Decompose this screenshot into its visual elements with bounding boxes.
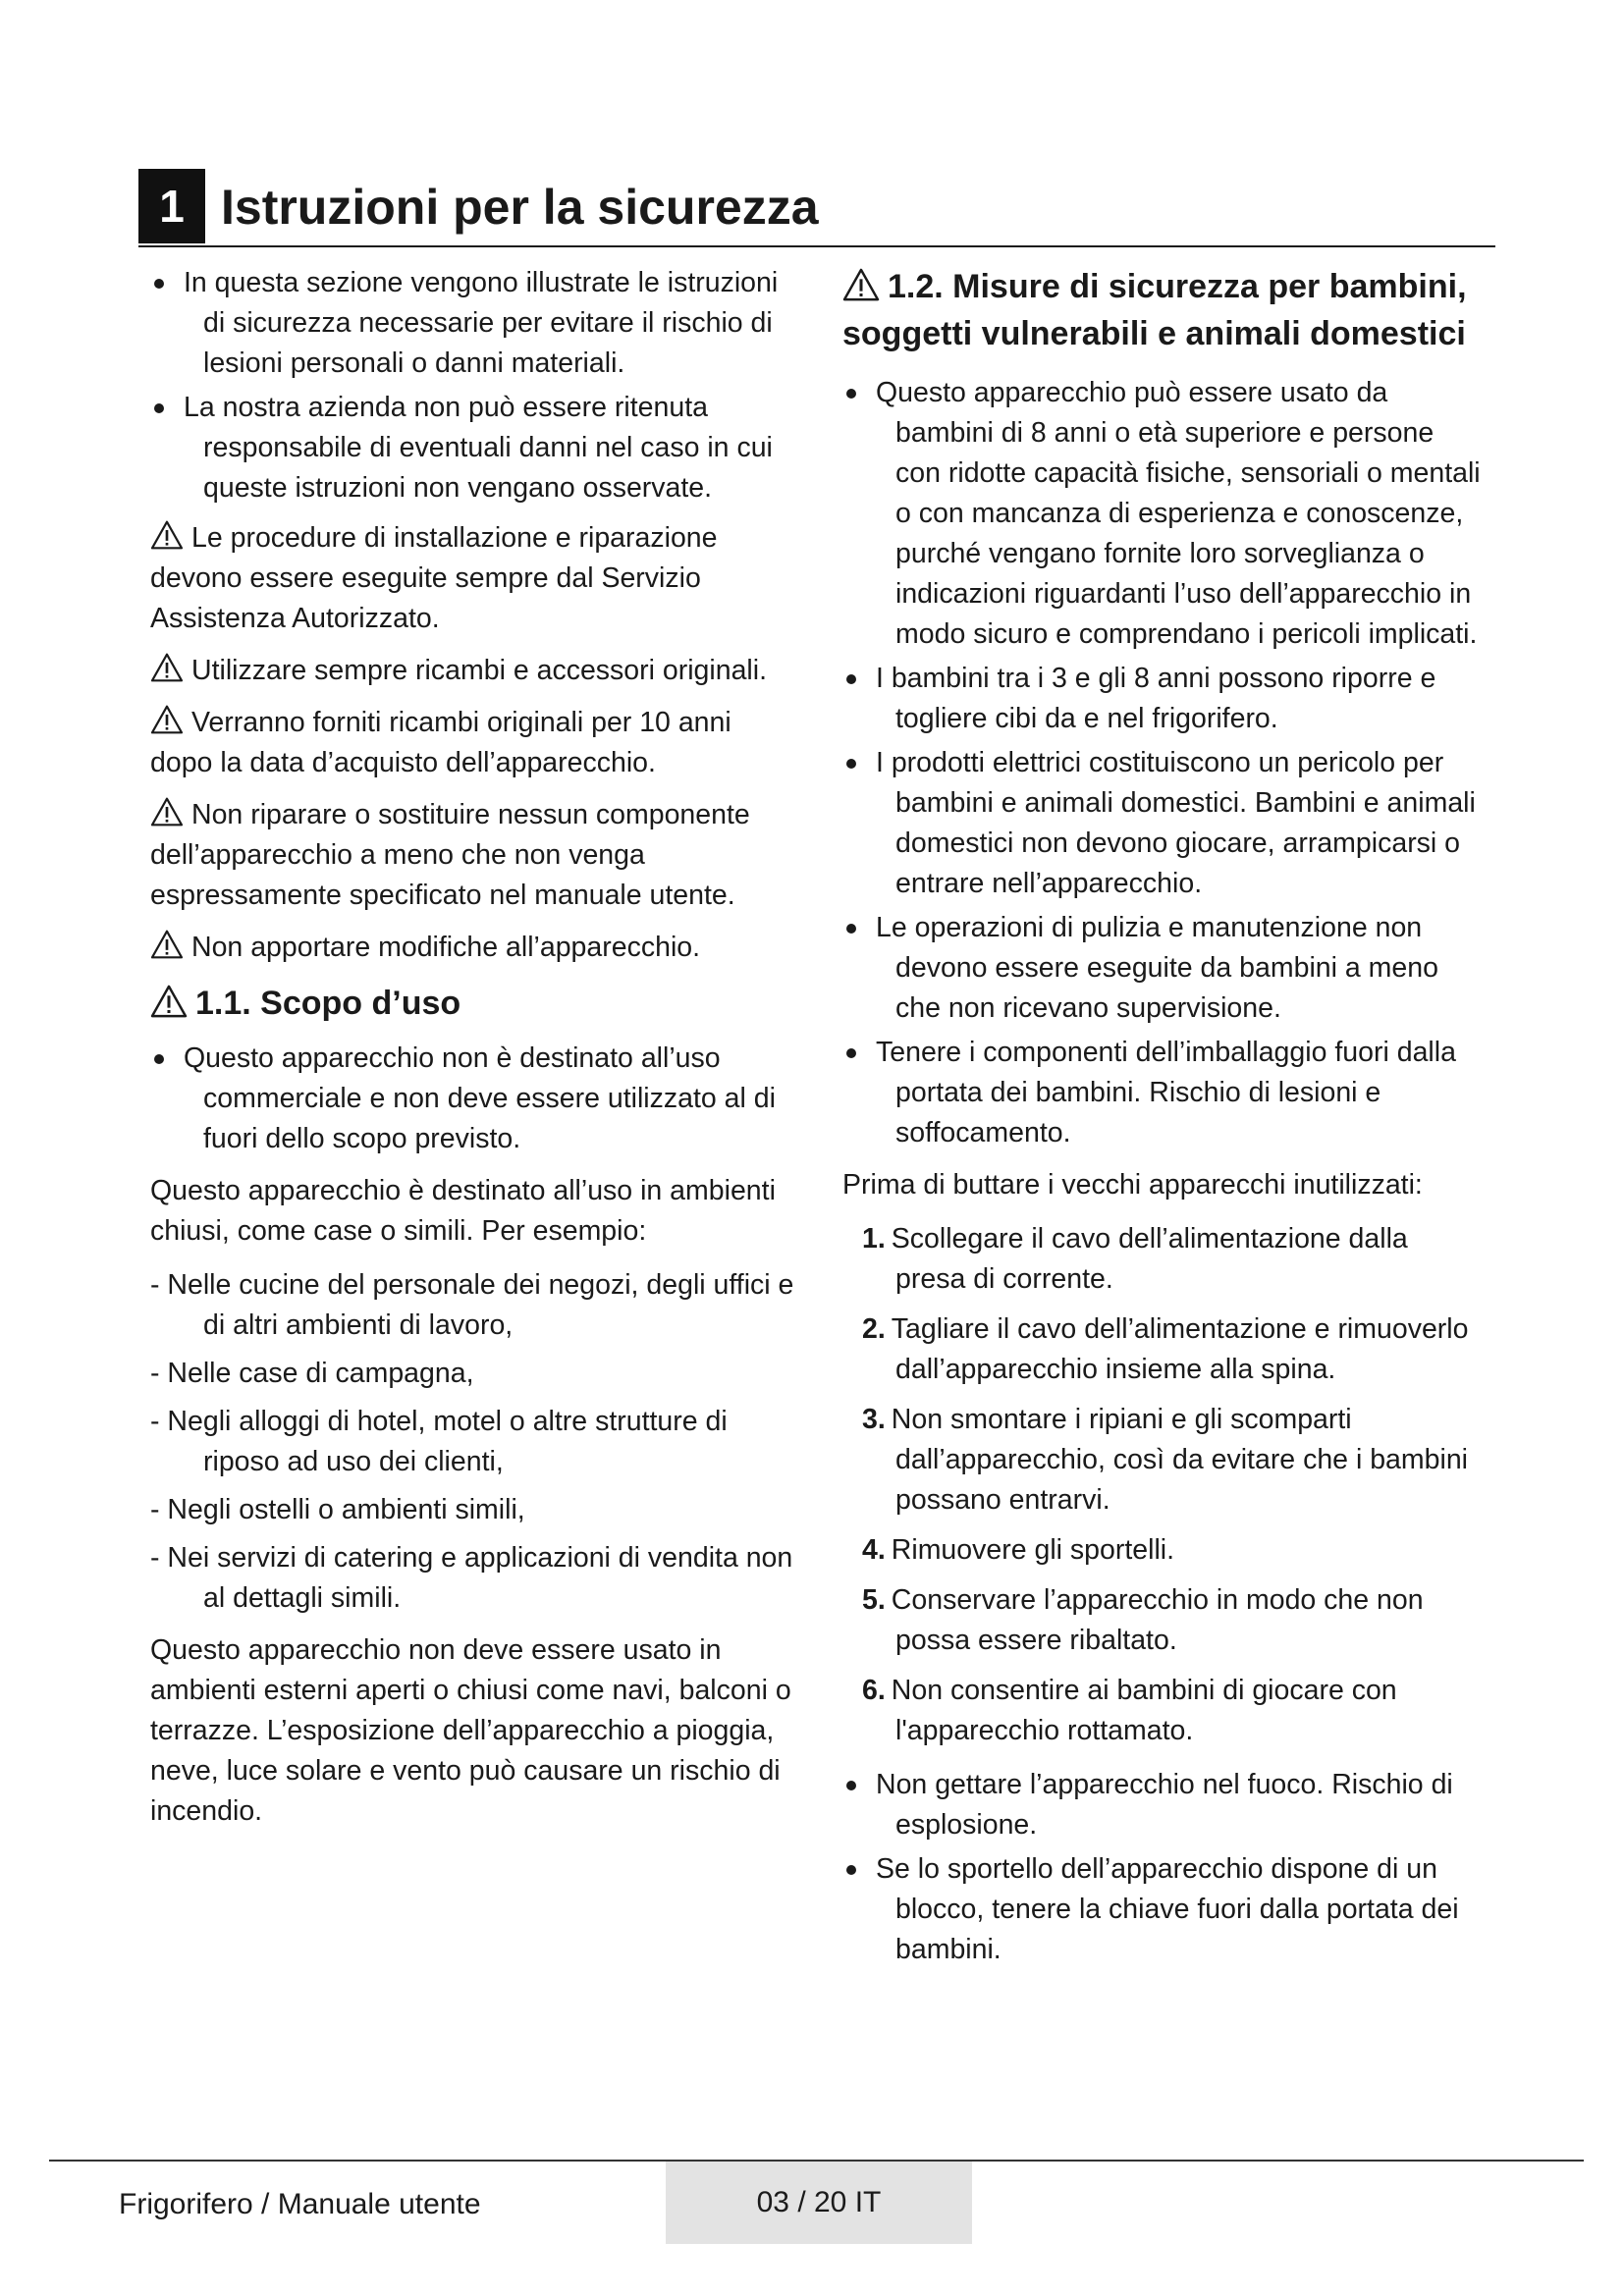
- list-item: [842, 1400, 1483, 1521]
- list-item: - Nelle case di campagna,: [150, 1358, 474, 1389]
- warning-text: Utilizzare sempre ricambi e accessori originali.: [191, 655, 768, 686]
- step-text: Conservare l’apparecchio in modo che non possa essere ribaltato.: [891, 1584, 1424, 1656]
- step-number: 1.: [862, 1223, 886, 1255]
- step-text: Non consentire ai bambini di giocare con l'apparecchio rottamato.: [891, 1675, 1397, 1746]
- list-item: - Negli alloggi di hotel, motel o altre strutture di riposo ad uso dei clienti,: [150, 1406, 728, 1477]
- child-safety-bullet-list: [842, 373, 1483, 1153]
- chapter-title: Istruzioni per la sicurezza: [221, 180, 819, 235]
- warning-triangle-icon: [150, 653, 184, 682]
- section-title: 1.2. Misure di sicurezza per bambini, soggetti vulnerabili e animali domestici: [842, 268, 1467, 352]
- step-number: 2.: [862, 1313, 886, 1345]
- warning-text: Non riparare o sostituire nessun componente dell’apparecchio a meno che non venga espressamente specificato nel manuale utente.: [150, 799, 750, 911]
- step-text: Non smontare i ripiani e gli scomparti dall’apparecchio, così da evitare che i bambini possano entrarvi.: [891, 1404, 1468, 1516]
- paragraph-indoor-use: Questo apparecchio è destinato all’uso in ambienti chiusi, come case o simili. Per esempio:: [150, 1175, 776, 1247]
- warning-no-repair: [150, 795, 794, 916]
- footer-doc-title: Frigorifero / Manuale utente: [119, 2188, 481, 2220]
- list-item: [842, 1671, 1483, 1751]
- list-item: - Negli ostelli o ambienti simili,: [150, 1494, 525, 1525]
- left-column: [150, 263, 794, 1845]
- footer-page-number: 03 / 20 IT: [666, 2162, 972, 2244]
- list-item: In questa sezione vengono illustrate le istruzioni di sicurezza necessarie per evitare il rischio di lesioni personali o danni materiali.: [150, 263, 794, 384]
- right-column: [842, 263, 1483, 1974]
- paragraph-outdoor-warning: Questo apparecchio non deve essere usato in ambienti esterni aperti o chiusi come navi, balconi o terrazze. L’esposizione dell’apparecchio a pioggia, neve, luce solare e vento può causare un rischio di incendio.: [150, 1634, 791, 1827]
- list-item: [842, 1530, 1483, 1571]
- list-item: [842, 1309, 1483, 1390]
- step-text: Rimuovere gli sportelli.: [891, 1534, 1175, 1566]
- chapter-number: 1: [138, 169, 205, 243]
- warning-text: Verranno forniti ricambi originali per 10 anni dopo la data d’acquisto dell’apparecchio.: [150, 707, 731, 778]
- disposal-intro: Prima di buttare i vecchi apparecchi inutilizzati:: [842, 1169, 1423, 1201]
- list-item: La nostra azienda non può essere ritenuta responsabile di eventuali danni nel caso in cui queste istruzioni non vengano osservate.: [150, 388, 794, 508]
- warning-triangle-icon: [150, 520, 184, 550]
- disposal-steps-list: [842, 1219, 1483, 1751]
- list-item: Tenere i componenti dell’imballaggio fuori dalla portata dei bambini. Rischio di lesioni e soffocamento.: [842, 1033, 1483, 1153]
- warning-spare-parts: [150, 703, 794, 783]
- final-bullet-list: [842, 1765, 1483, 1970]
- list-item: [842, 1219, 1483, 1300]
- list-item: Questo apparecchio non è destinato all’uso commerciale e non deve essere utilizzato al di fuori dello scopo previsto.: [150, 1039, 794, 1159]
- section-heading-intended-use: [150, 980, 794, 1027]
- list-item: - Nelle cucine del personale dei negozi, degli uffici e di altri ambienti di lavoro,: [150, 1269, 794, 1341]
- warning-triangle-icon: [150, 797, 184, 827]
- step-number: 5.: [862, 1584, 886, 1616]
- intro-bullet-list: [150, 263, 794, 508]
- list-item: I bambini tra i 3 e gli 8 anni possono riporre e togliere cibi da e nel frigorifero.: [842, 659, 1483, 739]
- list-item: Se lo sportello dell’apparecchio dispone di un blocco, tenere la chiave fuori dalla portata dei bambini.: [842, 1849, 1483, 1970]
- list-item: - Nei servizi di catering e applicazioni di vendita non al dettagli simili.: [150, 1542, 793, 1614]
- warning-text: Le procedure di installazione e riparazione devono essere eseguite sempre dal Servizio Assistenza Autorizzato.: [150, 522, 718, 634]
- warning-triangle-icon: [150, 985, 188, 1018]
- list-item: I prodotti elettrici costituiscono un pericolo per bambini e animali domestici. Bambini e animali domestici non devono giocare, arrampicarsi o entrare nell’apparecchio.: [842, 743, 1483, 904]
- warning-triangle-icon: [150, 930, 184, 959]
- list-item: Questo apparecchio può essere usato da bambini di 8 anni o età superiore e persone con ridotte capacità fisiche, sensoriali o mentali o con mancanza di esperienza e conoscenze, purché vengano fornite loro sorveglianza o indicazioni riguardanti l’uso dell’apparecchio in modo sicuro e comprendano i pericoli implicati.: [842, 373, 1483, 655]
- step-text: Tagliare il cavo dell’alimentazione e rimuoverlo dall’apparecchio insieme alla spina.: [891, 1313, 1469, 1385]
- warning-text: Non apportare modifiche all’apparecchio.: [191, 932, 701, 963]
- list-item: Non gettare l’apparecchio nel fuoco. Rischio di esplosione.: [842, 1765, 1483, 1845]
- section-title: 1.1. Scopo d’uso: [195, 985, 461, 1022]
- examples-list: [150, 1265, 794, 1619]
- warning-original-parts: [150, 651, 794, 691]
- list-item: Le operazioni di pulizia e manutenzione non devono essere eseguite da bambini a meno che non ricevano supervisione.: [842, 908, 1483, 1029]
- warning-installation: [150, 518, 794, 639]
- step-number: 4.: [862, 1534, 886, 1566]
- section-heading-child-safety: [842, 263, 1483, 357]
- warning-triangle-icon: [842, 268, 880, 301]
- intended-use-bullet-list: [150, 1039, 794, 1159]
- warning-no-modifications: [150, 928, 794, 968]
- step-number: 3.: [862, 1404, 886, 1435]
- step-text: Scollegare il cavo dell’alimentazione dalla presa di corrente.: [891, 1223, 1408, 1295]
- step-number: 6.: [862, 1675, 886, 1706]
- list-item: [842, 1580, 1483, 1661]
- page-header: [138, 169, 1495, 247]
- warning-triangle-icon: [150, 705, 184, 734]
